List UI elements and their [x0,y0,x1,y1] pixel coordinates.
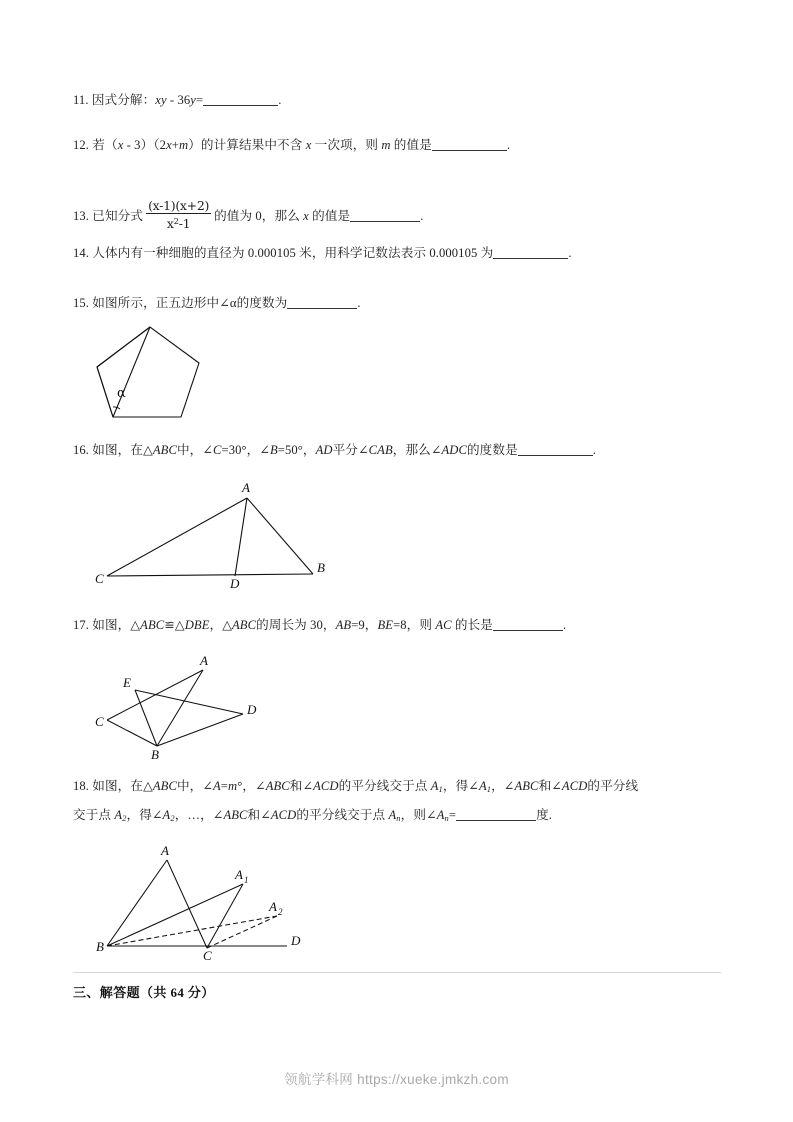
question-18-angle-abc-3: ABC [223,808,248,822]
question-12-var-x3: x [305,138,312,152]
question-17-triangle-dbe: DBE [184,618,210,632]
footer-url: https://xueke.jmkzh.com [357,1072,509,1087]
question-17-text-f: =8，则 [393,618,436,632]
question-11-number: 11. [73,93,89,107]
pentagon-outline [97,327,199,417]
question-17-answer-blank[interactable] [493,617,563,631]
question-17-segment-be: BE [377,618,394,632]
question-11 [73,90,733,110]
question-18-line2-d: 和∠ [247,808,271,822]
question-15-suffix: . [357,296,361,310]
figure-pentagon [95,325,210,425]
figure-triangle-abc-ad [95,478,330,588]
fraction-denominator-base: x [166,216,174,231]
question-17-text-d: 的周长为 30， [256,618,336,632]
question-15-answer-blank[interactable] [287,295,357,309]
question-12-var-x2: x [166,138,172,152]
fraction-numerator: (x-1)(x+2) [148,198,210,213]
vertex-label-a1-base: A [235,867,243,882]
question-18-line1-d: °，∠ [237,779,266,793]
segment-bd [157,714,243,746]
question-12-var-m1: m [178,138,189,152]
question-16 [73,440,733,460]
question-17-suffix: . [562,618,567,632]
question-18-line2-c: ，…，∠ [174,808,224,822]
segment-cb [107,720,157,746]
question-11-expr-xy: xy [155,93,167,107]
question-18-line1-c: = [220,779,228,793]
question-14-number: 14. [73,246,90,260]
question-12-text-e: 的值是 [390,138,432,152]
question-18-angle-acd-3: ACD [270,808,297,822]
triangle-side-ab [247,498,313,574]
question-18-angle-a2-sub: 2 [170,813,175,823]
dashed-segment-a2-c [207,916,277,948]
question-12-text-b: - 3）（2 [123,138,167,152]
question-17-triangle-abc: ABC [140,618,165,632]
question-11-suffix: . [278,93,282,107]
triangle-side-ca [107,498,247,576]
question-18-line1-b: 中，∠ [176,779,213,793]
question-18 [73,776,745,828]
question-17-text-c: ，△ [209,618,232,632]
question-15-number: 15. [73,296,90,310]
question-18-angle-acd-2: ACD [561,779,588,793]
question-18-point-a1-sub: 1 [438,784,443,794]
segment-ba [107,860,167,946]
vertex-label-c: C [95,571,104,586]
question-18-angle-abc-1: ABC [265,779,290,793]
question-12-var-x1: x [117,138,124,152]
question-12-answer-blank[interactable] [432,137,507,151]
fraction-denominator-exponent: 2 [173,217,179,227]
question-11-expr-minus: - 36 [166,93,191,107]
question-16-answer-blank[interactable] [518,442,593,456]
question-18-triangle-abc: ABC [152,779,177,793]
pentagon-edge [97,367,113,417]
question-18-angle-a1: A [478,779,487,793]
question-17-text-b: △ [174,618,185,632]
vertex-label-d: D [291,933,301,948]
question-17-text-a: 如图，△ [92,618,141,632]
segment-a1-c [207,884,243,948]
figure-congruent-triangles [95,648,280,760]
segment-b-a1 [107,884,243,946]
question-12-text-a: 若（ [92,138,118,152]
question-18-line2-g: = [448,808,457,822]
question-17-number: 17. [73,618,90,632]
question-11-prefix: 因式分解： [91,93,156,107]
question-18-point-a2: A [114,808,123,822]
vertex-label-a2-sub: 2 [278,907,283,917]
vertex-label-b: B [317,560,325,575]
question-16-text-f: ，那么∠ [392,443,442,457]
question-18-unit: 度 [536,808,549,822]
question-16-angle-cab: CAB [368,443,393,457]
question-12-number: 12. [73,138,90,152]
question-18-line1-j: 的平分线 [587,779,639,793]
question-14-suffix: . [568,246,572,260]
question-13-var-x: x [303,209,309,223]
question-13-text-a: 已知分式 [92,209,144,223]
vertex-label-b: B [96,939,104,954]
question-16-angle-adc: ADC [441,443,467,457]
question-18-suffix: . [548,808,553,822]
cevian-ad [235,498,247,576]
question-18-line1-g: ，得∠ [442,779,479,793]
question-14-answer-blank[interactable] [493,245,568,259]
vertex-label-a: A [161,843,169,858]
question-17-segment-ab: AB [335,618,352,632]
question-18-var-m: m [228,779,238,793]
question-16-text-g: 的度数是 [466,443,518,457]
section-heading: 三、解答题（共 64 分） [73,985,215,1000]
vertex-label-a2-base: A [269,899,277,914]
question-18-answer-blank[interactable] [456,807,536,821]
question-16-text-a: 如图，在△ [92,443,153,457]
question-15-text: 如图所示，正五边形中∠α的度数为 [92,296,288,310]
question-13-answer-blank[interactable] [350,208,420,222]
vertex-label-d: D [230,576,240,588]
question-18-line1-e: 和∠ [289,779,314,793]
question-18-line-1 [73,776,745,799]
question-12: 12. 若（x - 3）（2x+m）的计算结果中不含 x 一次项，则 m 的值是 . [73,138,511,152]
question-18-var-a: A [213,779,221,793]
vertex-label-c: C [203,948,212,960]
question-11-answer-blank[interactable] [203,92,278,106]
question-18-line1-a: 如图，在△ [92,779,153,793]
question-16-text-e: 平分∠ [332,443,369,457]
vertex-label-d: D [247,702,257,717]
question-18-line2-e: 的平分线交于点 [296,808,389,822]
question-18-number: 18. [73,779,90,793]
question-16-var-c: C [213,443,222,457]
question-17-text-g: 的长是 [451,618,493,632]
question-17-triangle-abc-2: ABC [231,618,257,632]
vertex-label-e: E [123,675,131,690]
question-18-point-an: A [388,808,397,822]
question-18-angle-a1-sub: 1 [486,784,492,794]
figure-angle-bisector-sequence [95,838,320,960]
question-13 [73,198,733,231]
question-12-var-m2: m [381,138,391,152]
question-16-suffix: . [592,443,597,457]
fraction-denominator [146,214,211,231]
question-16-text-b: 中，∠ [176,443,213,457]
question-18-point-an-sub: n [396,813,401,823]
question-18-line-2 [73,805,745,828]
question-12-text-c: ）的计算结果中不含 [188,138,306,152]
vertex-label-c: C [95,714,104,729]
question-15 [73,293,733,313]
question-17-text-e: =9， [351,618,378,632]
question-18-point-a1: A [430,779,439,793]
footer-watermark [0,1068,793,1088]
question-18-angle-a2: A [162,808,171,822]
segment-ca [107,670,203,720]
section-divider [73,972,721,973]
question-16-number: 16. [73,443,90,457]
question-12-suffix: . [506,138,511,152]
question-11-expr-eq: = [195,93,204,107]
question-16-text-d: =50°， [277,443,316,457]
question-12-text-d: 一次项，则 [311,138,382,152]
question-18-angle-abc-2: ABC [514,779,539,793]
question-13-text-c: 的值是 [308,209,351,223]
vertex-label-a1-sub: 1 [244,875,249,885]
question-17-segment-ac: AC [435,618,452,632]
question-13-number: 13. [73,209,90,223]
question-11-expr-y: y [190,93,196,107]
question-16-segment-ad: AD [315,443,333,457]
question-18-angle-acd-1: ACD [313,779,339,793]
question-16-text-c: =30°，∠ [221,443,270,457]
question-14 [73,243,733,263]
vertex-label-a: A [200,653,208,668]
question-18-line2-f: ，则∠ [400,808,437,822]
triangle-side-cb [107,574,313,576]
question-13-suffix: . [420,209,424,223]
segment-eb [135,690,157,746]
dashed-segment-b-a2 [107,916,277,946]
fraction-denominator-rest: -1 [178,216,191,231]
question-17 [73,615,733,635]
question-13-fraction [146,198,211,231]
vertex-label-b: B [151,747,159,760]
vertex-label-a: A [242,480,250,495]
question-18-line1-h: ，∠ [491,779,515,793]
question-18-point-a2-sub: 2 [122,813,127,823]
question-13-text-b: 的值为 0，那么 [214,209,304,223]
question-18-line2-b: ，得∠ [126,808,163,822]
question-18-line1-f: 的平分线交于点 [338,779,431,793]
pentagon-alpha-label: α [117,386,126,401]
question-18-angle-an-sub: n [444,813,449,823]
footer-site-name: 领航学科网 [284,1072,354,1087]
question-14-text: 人体内有一种细胞的直径为 0.000105 米，用科学记数法表示 0.000105 为 [92,246,494,260]
question-18-line1-i: 和∠ [538,779,562,793]
question-18-angle-an: A [436,808,445,822]
question-16-var-b: B [269,443,278,457]
question-16-triangle-abc: ABC [152,443,177,457]
question-18-line2-a: 交于点 [73,808,115,822]
question-17-congruent-symbol: ≌ [164,618,175,632]
